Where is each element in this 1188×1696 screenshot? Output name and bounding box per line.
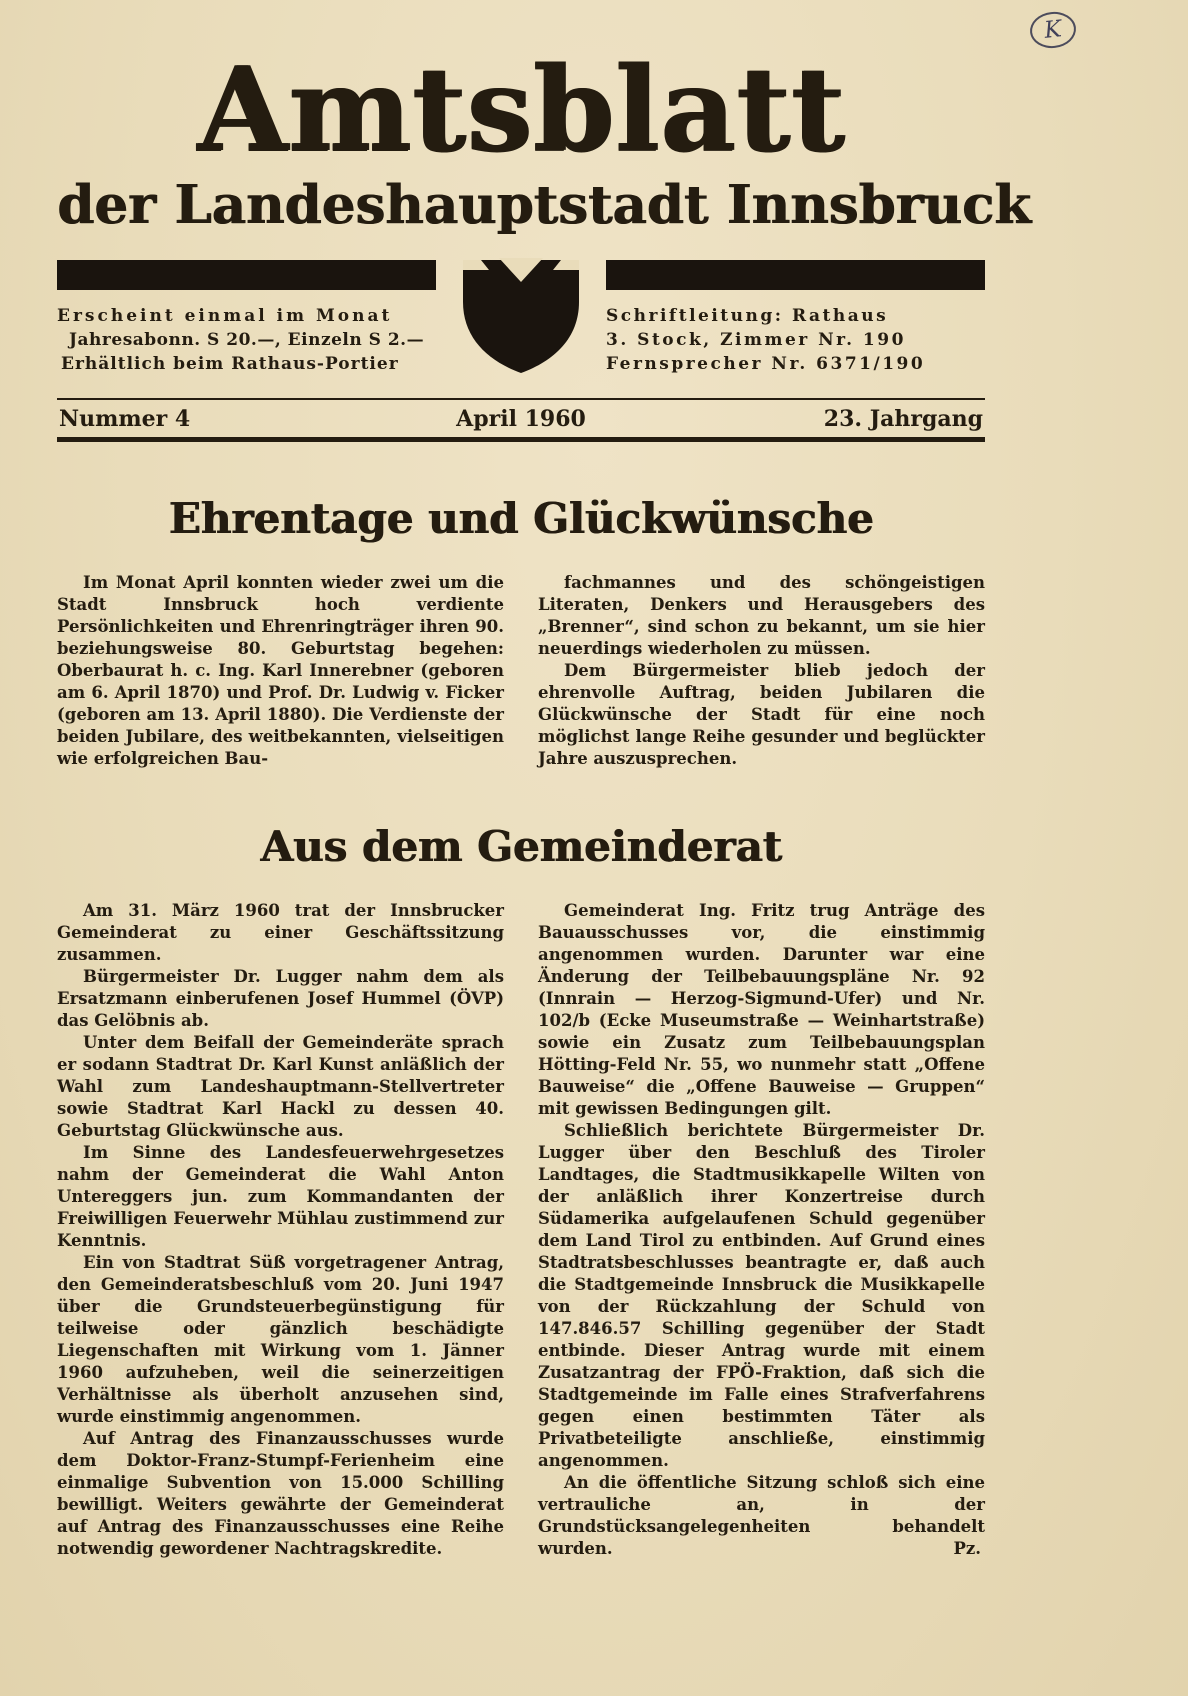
thick-divider-rule xyxy=(57,437,985,442)
innsbruck-coat-of-arms-icon xyxy=(436,260,606,290)
article-title: Aus dem Gemeinderat xyxy=(260,822,782,872)
publication-frequency: Erscheint einmal im Monat xyxy=(57,306,393,327)
handwritten-mark-letter: K xyxy=(1043,16,1063,44)
paragraph: Gemeinderat Ing. Fritz trug Anträge des Bauausschusses vor, die einstimmig angenommen wurden. Darunter war eine Änderung der Teilbebauungspläne Nr. 92 (Innrain — Herzog-Sigmund-Ufer) und Nr. 102/b (Ecke Museumstraße — Weinhartstraße) sowie ein Zusatz zum Teilbebauungsplan Hötting-Feld Nr. 55, wo nunmehr statt „Offene Bauweise“ die „Offene Bauweise — Gruppen“ mit gewissen Bedingungen gilt. xyxy=(538,901,985,1119)
masthead-bars xyxy=(57,260,985,290)
paragraph: Im Monat April konnten wieder zwei um die Stadt Innsbruck hoch verdiente Persönlichkeiten und Ehrenringträger ihren 90. beziehungsweise 80. Geburtstag begehen: Oberbaurat h. c. Ing. Karl Innerebner (geboren am 6. April 1870) und Prof. Dr. Ludwig v. Ficker (geboren am 13. April 1880). Die Verdienste der beiden Jubilare, des weitbekannten, vielseitigen wie erfolgreichen Bau- xyxy=(57,573,504,769)
issue-line xyxy=(57,400,985,437)
masthead-title: Amtsblatt xyxy=(196,42,846,178)
paragraph: Schließlich berichtete Bürgermeister Dr. Lugger über den Beschluß des Tiroler Landtages, die Stadtmusikkapelle Wilten von der anläßlich ihrer Konzertreise durch Südamerika aufgelaufenen Schuld gegenüber dem Land Tirol zu entbinden. Auf Grund eines Stadtratsbeschlusses beantragte er, daß auch die Stadtgemeinde Innsbruck die Musikkapelle von der Rückzahlung der Schuld von 147.846.57 Schilling gegenüber der Stadt entbinde. Dieser Antrag wurde mit einem Zusatzantrag der FPÖ-Fraktion, daß sich die Stadtgemeinde im Falle eines Strafverfahrens gegen einen bestimmten Täter als Privatbeteiligte anschließe, einstimmig angenommen. xyxy=(538,1121,985,1471)
right-column xyxy=(538,572,985,770)
paragraph: An die öffentliche Sitzung schloß sich eine vertrauliche an, in der Grundstücksangelegenheiten behandelt wurden. xyxy=(538,1473,985,1559)
right-column xyxy=(538,900,985,1560)
editorial-room: 3. Stock, Zimmer Nr. 190 xyxy=(606,330,906,351)
editorial-phone: Fernsprecher Nr. 6371/190 xyxy=(606,354,926,375)
paragraph: Am 31. März 1960 trat der Innsbrucker Gemeinderat zu einer Geschäftssitzung zusammen. xyxy=(57,901,504,965)
editorial-info xyxy=(606,302,985,378)
two-column-text xyxy=(57,900,985,1560)
paragraph: Im Sinne des Landesfeuerwehrgesetzes nahm der Gemeinderat die Wahl Anton Untereggers jun. zum Kommandanten der Freiwilligen Feuerwehr Mühlau zustimmend zur Kenntnis. xyxy=(57,1143,504,1251)
paragraph: Unter dem Beifall der Gemeinderäte sprach er sodann Stadtrat Dr. Karl Kunst anläßlich der Wahl zum Landeshauptmann-Stellvertreter sowie Stadtrat Karl Hackl zu dessen 40. Geburtstag Glückwünsche aus. xyxy=(57,1033,504,1141)
article-gemeinderat xyxy=(57,824,985,1560)
paragraph: Dem Bürgermeister blieb jedoch der ehrenvolle Auftrag, beiden Jubilaren die Glückwünsche der Stadt für eine noch möglichst lange Reihe gesunder und beglückter Jahre auszusprechen. xyxy=(538,661,985,769)
masthead-subtitle: der Landeshauptstadt Innsbruck xyxy=(57,173,1031,236)
two-column-text xyxy=(57,572,985,770)
issue-date: April 1960 xyxy=(456,406,586,433)
issue-volume: 23. Jahrgang xyxy=(823,406,983,433)
publication-info xyxy=(57,302,436,378)
author-signature: Pz. xyxy=(953,1539,981,1559)
handwritten-circled-mark xyxy=(1028,10,1078,51)
left-black-bar xyxy=(57,260,436,290)
left-column xyxy=(57,900,504,1560)
left-column xyxy=(57,572,504,770)
article-title: Ehrentage und Glückwünsche xyxy=(168,494,874,544)
editorial-office: Schriftleitung: Rathaus xyxy=(606,306,889,327)
subscription-price: Jahresabonn. S 20.—, Einzeln S 2.— xyxy=(69,330,425,351)
article-ehrentage xyxy=(57,496,985,770)
masthead xyxy=(57,42,1031,442)
paragraph: Ein von Stadtrat Süß vorgetragener Antrag, den Gemeinderatsbeschluß vom 20. Juni 1947 über die Grundsteuerbegünstigung für teilweise oder gänzlich beschädigte Liegenschaften mit Wirkung vom 1. Jänner 1960 aufzuheben, weil die seinerzeitigen Verhältnisse als überholt anzusehen sind, wurde einstimmig angenommen. xyxy=(57,1253,504,1427)
issue-number: Nummer 4 xyxy=(59,406,191,433)
right-black-bar xyxy=(606,260,985,290)
paragraph: fachmannes und des schöngeistigen Literaten, Denkers und Herausgebers des „Brenner“, sind schon zu bekannt, um sie hier neuerdings wiederholen zu müssen. xyxy=(538,573,985,659)
paragraph: Bürgermeister Dr. Lugger nahm dem als Ersatzmann einberufenen Josef Hummel (ÖVP) das Gelöbnis ab. xyxy=(57,967,504,1031)
availability-note: Erhältlich beim Rathaus-Portier xyxy=(61,354,399,375)
article-area xyxy=(57,496,985,1560)
paragraph: Auf Antrag des Finanzausschusses wurde dem Doktor-Franz-Stumpf-Ferienheim eine einmalige Subvention von 15.000 Schilling bewilligt. Weiters gewährte der Gemeinderat auf Antrag des Finanzausschusses eine Reihe notwendig gewordener Nachtragskredite. xyxy=(57,1429,504,1559)
